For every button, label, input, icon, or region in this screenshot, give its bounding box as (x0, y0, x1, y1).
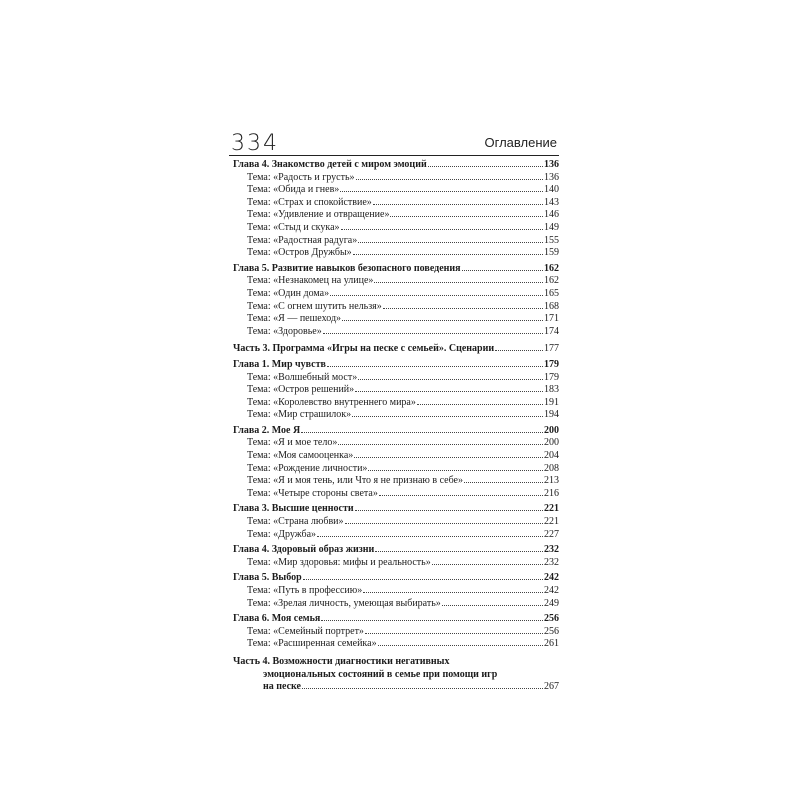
toc-topic-title: Тема: «Я и мое тело» (247, 437, 338, 449)
toc-page-number: 183 (544, 384, 559, 396)
leader-dots (358, 242, 543, 243)
toc-page-number: 191 (544, 396, 559, 408)
toc-topic (233, 301, 559, 314)
toc-topic-title: Тема: «Удивление и отвращение» (247, 209, 390, 221)
toc-page-number: 162 (544, 275, 559, 287)
leader-dots (464, 482, 543, 483)
book-page (225, 125, 565, 693)
toc-topic-title: Тема: «Радость и грусть» (247, 171, 355, 183)
toc-page-number: 249 (544, 597, 559, 609)
leader-dots (302, 688, 543, 689)
toc-topic-title: Тема: «Путь в профессию» (247, 585, 363, 596)
toc-topic-title: Тема: «Остров Дружбы» (247, 247, 352, 259)
toc-topic (233, 172, 559, 185)
table-of-contents (233, 159, 559, 694)
toc-topic (233, 463, 559, 476)
toc-topic (233, 557, 559, 570)
toc-chapter-title: Глава 2. Мое Я (233, 424, 301, 436)
leader-dots (442, 605, 543, 606)
toc-topic-title: Тема: «Четыре стороны света» (247, 487, 378, 499)
toc-page-number: 174 (544, 325, 559, 337)
toc-chapter-title: Глава 3. Высшие ценности (233, 503, 354, 515)
toc-page-number: 256 (544, 613, 559, 625)
toc-page-number: 242 (544, 572, 559, 584)
toc-page-number: 136 (544, 171, 559, 183)
toc-page-number: 143 (544, 196, 559, 208)
leader-dots (368, 470, 543, 471)
toc-page-number: 256 (544, 625, 559, 637)
toc-topic-title: Тема: «Я — пешеход» (247, 313, 342, 325)
toc-page-number: 155 (544, 234, 559, 246)
toc-page-number: 200 (544, 424, 559, 436)
toc-topic-title: Тема: «Я и моя тень, или Что я не признаю в себе» (247, 475, 463, 487)
toc-topic (233, 516, 559, 529)
toc-chapter (233, 613, 559, 626)
leader-dots (303, 579, 543, 580)
toc-topic (233, 235, 559, 248)
toc-topic-title: Тема: «Страх и спокойствие» (247, 196, 372, 208)
toc-chapter (233, 425, 559, 438)
running-head: Оглавление (484, 135, 557, 150)
toc-part (233, 656, 559, 694)
leader-dots (342, 320, 543, 321)
header-rule (229, 155, 559, 156)
toc-page-number: 242 (544, 585, 559, 596)
toc-topic-title: Тема: «Моя самооценка» (247, 450, 354, 462)
toc-page-number: 136 (544, 159, 559, 170)
toc-topic-title: Тема: «Незнакомец на улице» (247, 275, 374, 287)
toc-topic (233, 529, 559, 542)
leader-dots (432, 564, 543, 565)
toc-topic (233, 585, 559, 598)
toc-page-number: 213 (544, 475, 559, 487)
toc-page-number: 179 (544, 358, 559, 370)
toc-topic (233, 313, 559, 326)
toc-topic (233, 184, 559, 197)
toc-topic-title: Тема: «С огнем шутить нельзя» (247, 300, 382, 312)
leader-dots (495, 350, 543, 351)
toc-chapter-title: Глава 4. Здоровый образ жизни (233, 544, 375, 556)
toc-topic (233, 326, 559, 339)
toc-topic-title: Тема: «Радостная радуга» (247, 234, 358, 246)
toc-topic (233, 437, 559, 450)
toc-chapter-title: Глава 6. Моя семья (233, 613, 321, 625)
toc-chapter-title: Глава 4. Знакомство детей с миром эмоций (233, 159, 427, 170)
leader-dots (355, 510, 543, 511)
toc-page-number: 204 (544, 450, 559, 462)
toc-page-number: 171 (544, 313, 559, 325)
toc-topic-title: Тема: «Страна любви» (247, 516, 344, 528)
leader-dots (321, 620, 543, 621)
leader-dots (327, 366, 543, 367)
leader-dots (379, 495, 543, 496)
toc-chapter (233, 159, 559, 172)
leader-dots (353, 254, 543, 255)
toc-topic-title: Тема: «Семейный портрет» (247, 625, 364, 637)
toc-page-number: 179 (544, 371, 559, 383)
toc-chapter-title: Глава 5. Развитие навыков безопасного поведения (233, 262, 461, 274)
toc-topic-title: Тема: «Зрелая личность, умеющая выбирать» (247, 597, 441, 609)
leader-dots (365, 633, 543, 634)
toc-page-number: 227 (544, 528, 559, 540)
toc-topic (233, 638, 559, 651)
leader-dots (323, 333, 543, 334)
toc-chapter-title: Глава 1. Мир чувств (233, 358, 326, 370)
leader-dots (355, 391, 543, 392)
toc-topic-title: Тема: «Расширенная семейка» (247, 638, 377, 650)
toc-topic (233, 384, 559, 397)
leader-dots (428, 166, 543, 167)
toc-page-number: 221 (544, 503, 559, 515)
toc-page-number: 261 (544, 638, 559, 650)
toc-chapter-title: Глава 5. Выбор (233, 572, 302, 584)
toc-topic-title: Тема: «Стыд и скука» (247, 221, 340, 233)
leader-dots (330, 295, 543, 296)
toc-page-number: 140 (544, 184, 559, 196)
toc-page-number: 162 (544, 262, 559, 274)
leader-dots (340, 191, 543, 192)
toc-topic (233, 222, 559, 235)
toc-part-title: Часть 3. Программа «Игры на песке с семьей». Сценарии (233, 343, 495, 355)
toc-chapter (233, 503, 559, 516)
toc-topic (233, 197, 559, 210)
leader-dots (345, 523, 543, 524)
leader-dots (462, 270, 543, 271)
leader-dots (358, 379, 543, 380)
toc-part-last-line (233, 681, 559, 694)
toc-page-number: 232 (544, 556, 559, 568)
leader-dots (373, 204, 543, 205)
toc-topic (233, 475, 559, 488)
toc-topic-title: Тема: «Дружба» (247, 528, 317, 540)
toc-topic (233, 247, 559, 260)
toc-topic-title: Тема: «Здоровье» (247, 325, 322, 337)
leader-dots (374, 282, 543, 283)
leader-dots (354, 457, 543, 458)
leader-dots (301, 432, 543, 433)
toc-topic (233, 598, 559, 611)
leader-dots (341, 229, 543, 230)
toc-page-number: 221 (544, 516, 559, 528)
toc-chapter (233, 263, 559, 276)
toc-topic (233, 626, 559, 639)
toc-topic (233, 488, 559, 501)
toc-topic (233, 450, 559, 463)
toc-page-number: 216 (544, 487, 559, 499)
leader-dots (390, 216, 543, 217)
toc-part-title-line: эмоциональных состояний в семье при помощи игр (263, 668, 498, 680)
toc-page-number: 208 (544, 462, 559, 474)
leader-dots (378, 645, 543, 646)
toc-part-title-line: на песке (263, 681, 301, 693)
toc-topic (233, 209, 559, 222)
toc-topic (233, 397, 559, 410)
leader-dots (363, 592, 543, 593)
toc-page-number: 146 (544, 209, 559, 221)
toc-topic (233, 372, 559, 385)
toc-page-number: 194 (544, 409, 559, 421)
toc-topic-title: Тема: «Волшебный мост» (247, 371, 358, 383)
toc-topic (233, 409, 559, 422)
toc-page-number: 165 (544, 287, 559, 299)
toc-page-number: 149 (544, 221, 559, 233)
toc-topic-title: Тема: «Обида и гнев» (247, 184, 340, 196)
toc-part (233, 343, 559, 356)
toc-chapter (233, 572, 559, 585)
toc-part-title-line: Часть 4. Возможности диагностики негативных (233, 655, 450, 667)
toc-topic-title: Тема: «Один дома» (247, 287, 330, 299)
toc-topic-title: Тема: «Рождение личности» (247, 462, 368, 474)
page-number: 334 (231, 131, 279, 156)
toc-topic-title: Тема: «Мир здоровья: мифы и реальность» (247, 556, 431, 568)
leader-dots (356, 179, 543, 180)
leader-dots (338, 444, 543, 445)
leader-dots (352, 416, 543, 417)
toc-chapter (233, 359, 559, 372)
toc-topic-title: Тема: «Остров решений» (247, 384, 355, 396)
toc-page-number: 267 (544, 681, 559, 693)
toc-page-number: 159 (544, 247, 559, 259)
toc-topic-title: Тема: «Королевство внутреннего мира» (247, 396, 416, 408)
toc-page-number: 177 (544, 343, 559, 355)
leader-dots (375, 551, 543, 552)
leader-dots (417, 404, 543, 405)
toc-page-number: 200 (544, 437, 559, 449)
toc-topic-title: Тема: «Мир страшилок» (247, 409, 352, 421)
toc-topic (233, 275, 559, 288)
leader-dots (383, 308, 543, 309)
toc-page-number: 168 (544, 300, 559, 312)
toc-page-number: 232 (544, 544, 559, 556)
leader-dots (317, 536, 543, 537)
toc-chapter (233, 544, 559, 557)
toc-topic (233, 288, 559, 301)
